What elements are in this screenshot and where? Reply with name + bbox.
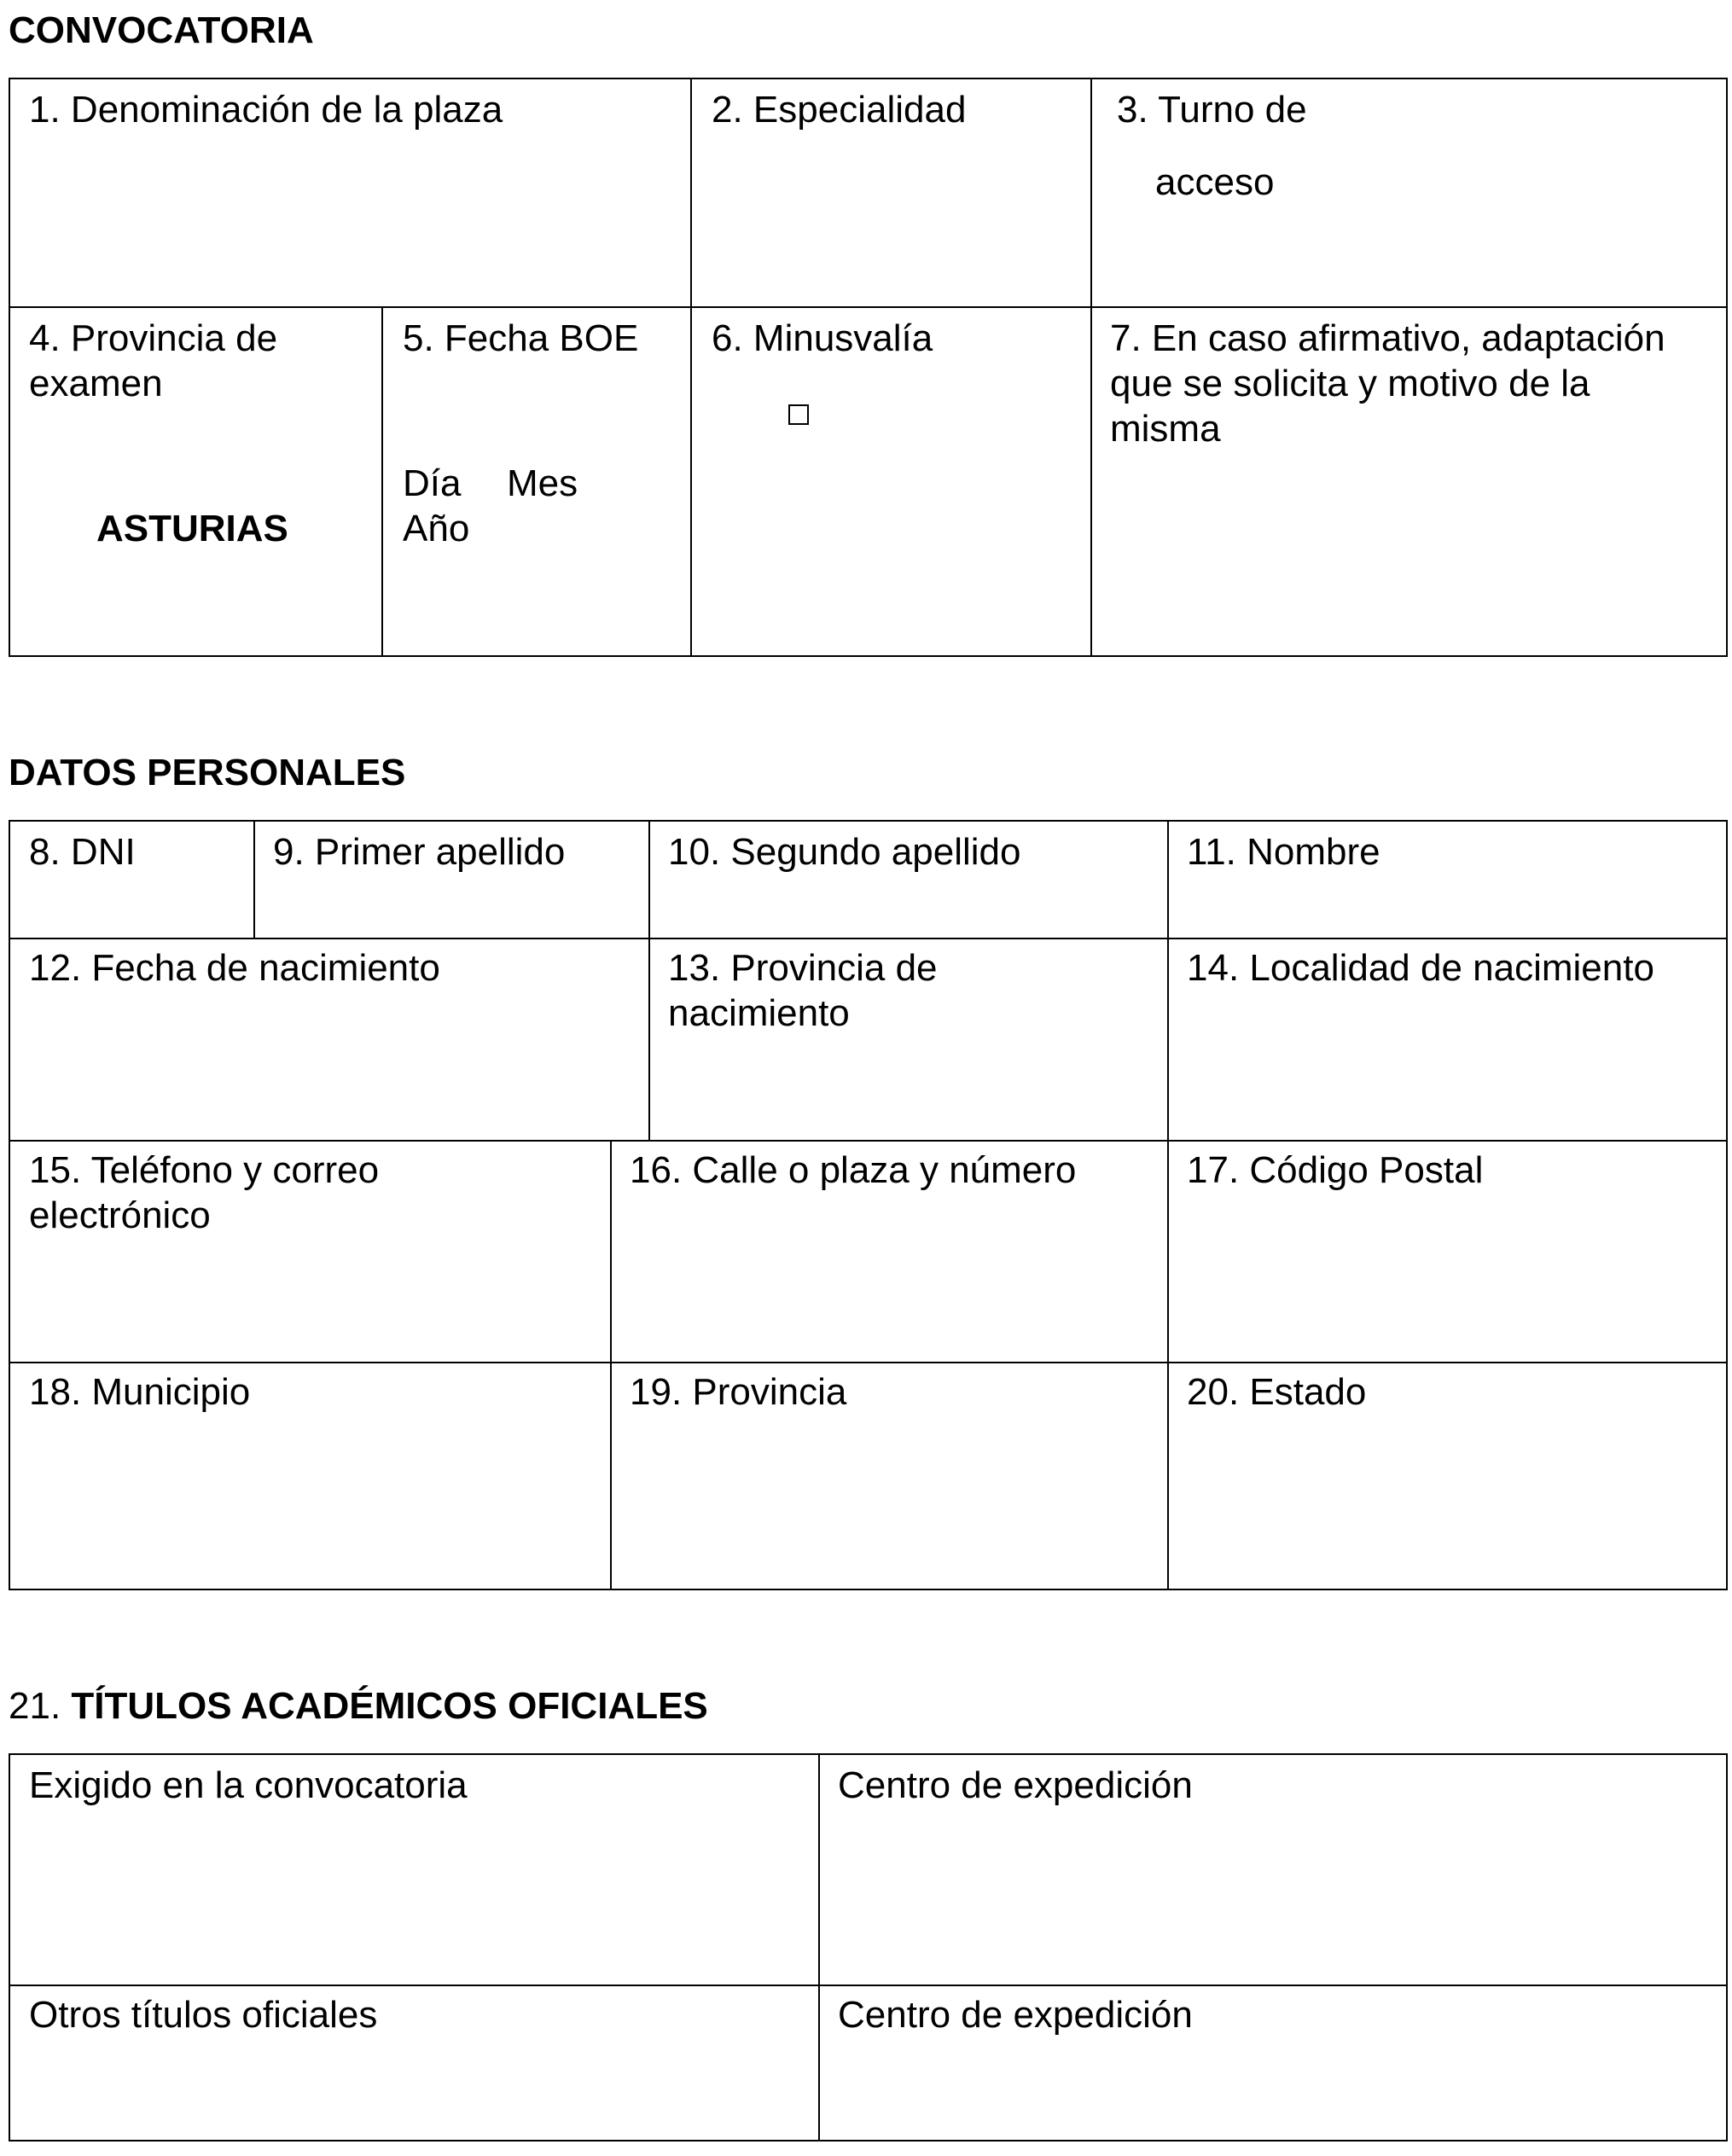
datos-personales-table — [9, 820, 1728, 1590]
turno-label-cont: acceso — [1155, 161, 1275, 203]
otros-titulos-label: Otros títulos oficiales — [29, 1994, 378, 2036]
col-divider — [610, 1140, 612, 1590]
segundo-apellido-label: 10. Segundo apellido — [668, 831, 1021, 873]
fecha-dia-label: Día — [403, 462, 462, 504]
titulos-heading — [9, 1685, 708, 1727]
fecha-boe-label: 5. Fecha BOE — [403, 317, 639, 359]
datos-personales-heading: DATOS PERSONALES — [9, 752, 406, 793]
estado-label: 20. Estado — [1187, 1371, 1367, 1413]
convocatoria-heading: CONVOCATORIA — [9, 9, 314, 51]
provincia-examen-value: ASTURIAS — [96, 508, 288, 549]
provincia-nacimiento-label: 13. Provincia de — [668, 947, 938, 989]
exigido-label: Exigido en la convocatoria — [29, 1764, 468, 1806]
provincia-examen-label: 4. Provincia de — [29, 317, 278, 359]
titulos-heading-text: TÍTULOS ACADÉMICOS OFICIALES — [71, 1685, 708, 1727]
localidad-nacimiento-label: 14. Localidad de nacimiento — [1187, 947, 1654, 989]
titulos-table — [9, 1753, 1728, 2141]
minusvalia-checkbox[interactable] — [788, 404, 809, 425]
municipio-label: 18. Municipio — [29, 1371, 251, 1413]
provincia-nacimiento-label-cont: nacimiento — [668, 992, 850, 1034]
row-divider — [10, 306, 1728, 308]
denominacion-label: 1. Denominación de la plaza — [29, 89, 503, 131]
telefono-correo-label-cont: electrónico — [29, 1194, 211, 1236]
centro-expedicion-label-1: Centro de expedición — [838, 1764, 1193, 1806]
telefono-correo-label: 15. Teléfono y correo — [29, 1149, 380, 1191]
col-divider — [381, 306, 383, 657]
row-divider — [10, 1362, 1728, 1363]
fecha-mes-label: Mes — [507, 462, 578, 504]
provincia-examen-label-cont: examen — [29, 363, 163, 404]
row-divider — [10, 1985, 1728, 1986]
centro-expedicion-label-2: Centro de expedición — [838, 1994, 1193, 2036]
codigo-postal-label: 17. Código Postal — [1187, 1149, 1484, 1191]
minusvalia-label: 6. Minusvalía — [712, 317, 933, 359]
dni-label: 8. DNI — [29, 831, 136, 873]
fecha-ano-label: Año — [403, 508, 470, 549]
provincia-label: 19. Provincia — [630, 1371, 847, 1413]
row-divider — [10, 1140, 1728, 1142]
primer-apellido-label: 9. Primer apellido — [273, 831, 566, 873]
adaptacion-label: 7. En caso afirmativo, adaptación — [1110, 317, 1665, 359]
adaptacion-label-cont2: misma — [1110, 408, 1221, 450]
row-divider — [10, 938, 1728, 939]
col-divider — [690, 79, 692, 306]
col-divider — [1167, 822, 1169, 1590]
col-divider — [1090, 79, 1092, 657]
turno-label: 3. Turno de — [1117, 89, 1307, 131]
fecha-nacimiento-label: 12. Fecha de nacimiento — [29, 947, 440, 989]
col-divider — [690, 306, 692, 657]
convocatoria-table — [9, 78, 1728, 657]
adaptacion-label-cont: que se solicita y motivo de la — [1110, 363, 1590, 404]
calle-label: 16. Calle o plaza y número — [630, 1149, 1077, 1191]
col-divider — [253, 822, 255, 938]
especialidad-label: 2. Especialidad — [712, 89, 967, 131]
col-divider — [648, 822, 650, 1140]
nombre-label: 11. Nombre — [1187, 831, 1380, 873]
col-divider — [818, 1755, 820, 2141]
titulos-heading-number: 21. — [9, 1685, 61, 1727]
